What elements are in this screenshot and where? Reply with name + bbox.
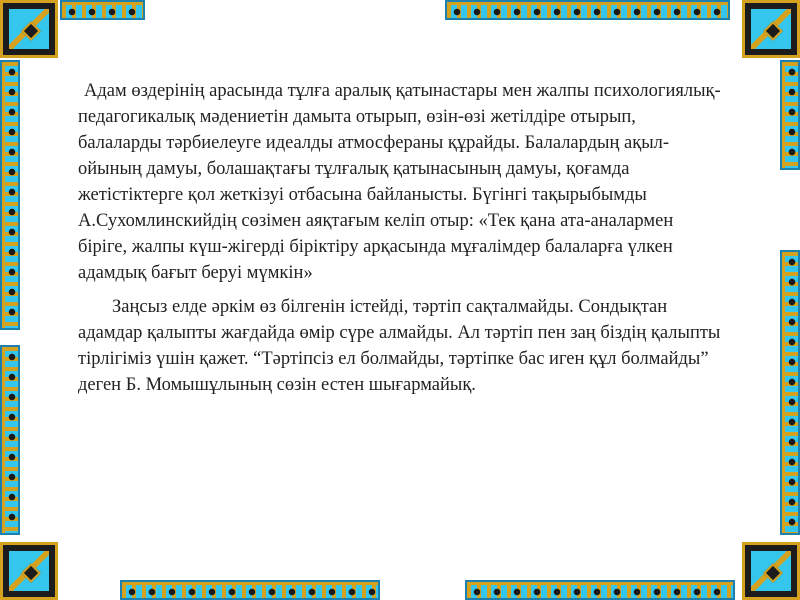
ornament-border-right-upper [780, 60, 800, 170]
corner-ornament-top-right [742, 0, 800, 58]
ornament-border-top-left [60, 0, 145, 20]
paragraph-2: Заңсыз елде әркім өз білгенін істейді, тәртіп сақталмайды. Сондықтан адамдар қалыпты жағдайда өмір сүре алмайды. Ал тәртіп пен заң біздің қалыпты тірлігіміз үшін қажет. “Тәртіпсіз ел болмайды, тәртіпке бас иген құл болмайды” деген Б. Момышұлының сөзін естен шығармайық. [78, 297, 721, 395]
corner-ornament-top-left [0, 0, 58, 58]
paragraph-1: Адам өздерінің арасында тұлға аралық қатынастары мен жалпы психологиялық-педагогикалық мәдениетін дамыта отырып, өзін-өзі жетілдіре отырып, балаларды тәрбиелеуге идеалды атмосфераны құрайды. Балалардың ақыл-ойының дамуы, болашақтағы тұлғалық қатынасының дамуы, қоғамда жетістіктерге қол жеткізуі отбасына байланысты. Бүгінгі тақырыбымды А.Сухомлинскийдің сөзімен аяқтағым келіп отыр: «Тек қана ата-аналармен біріге, жалпы күш-жігерді біріктіру арқасында мұғалімдер балаларға үлкен адамдық бағыт беруі мүмкін» [78, 81, 721, 283]
ornament-border-top [445, 0, 730, 20]
corner-ornament-bottom-left [0, 542, 58, 600]
slide-text-body [78, 78, 723, 406]
ornament-border-bottom-right [465, 580, 735, 600]
ornament-border-left-upper [0, 60, 20, 330]
ornament-border-right-lower [780, 250, 800, 535]
ornament-border-bottom-left [120, 580, 380, 600]
corner-ornament-bottom-right [742, 542, 800, 600]
ornament-border-left-lower [0, 345, 20, 535]
